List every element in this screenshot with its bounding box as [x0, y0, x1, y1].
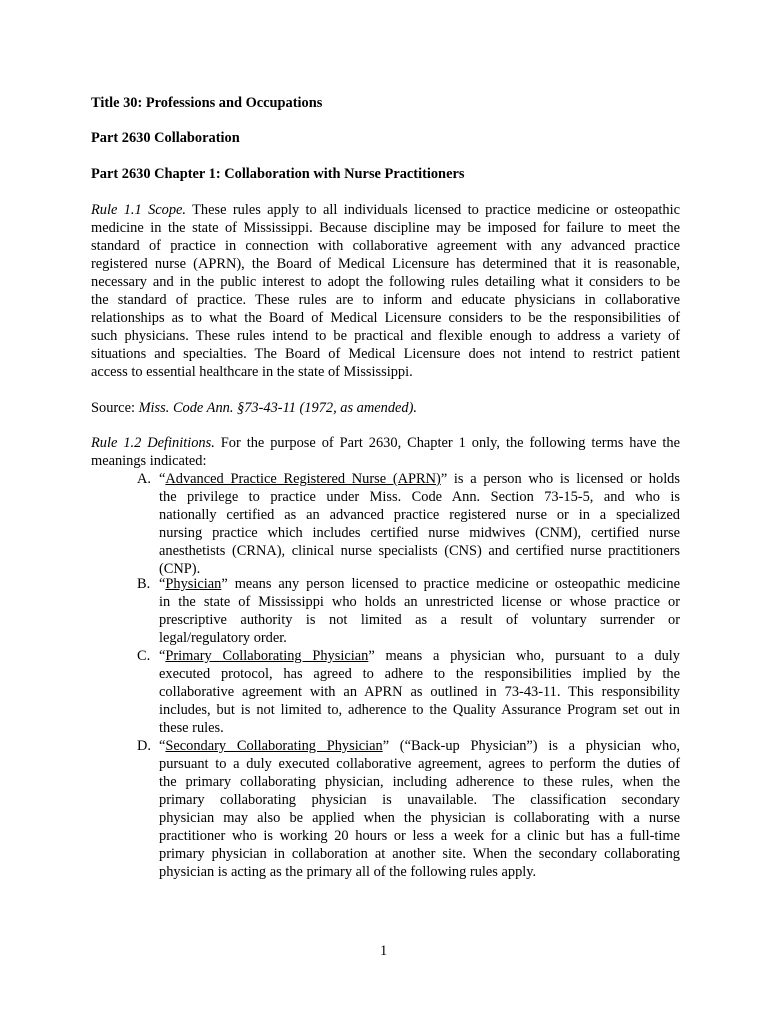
rule-label: Rule 1.2 Definitions.: [91, 435, 215, 451]
paragraph-line: registered nurse (APRN), the Board of Medical Licensure has determined that it is reasonable,: [91, 256, 680, 272]
list-item-line: “Primary Collaborating Physician” means a physician who, pursuant to a duly: [159, 648, 681, 664]
list-item-line: nursing practice which includes certified nurse midwives (CNM), certified nurse: [159, 525, 680, 541]
chapter-heading: Part 2630 Chapter 1: Collaboration with Nurse Practitioners: [91, 166, 465, 182]
defined-term: Advanced Practice Registered Nurse (APRN): [165, 471, 441, 487]
list-item-line: pursuant to a duly executed collaborative agreement, agrees to perform the duties of: [159, 756, 680, 772]
defined-term: Physician: [165, 576, 222, 592]
paragraph-line: access to essential healthcare in the state of Mississippi.: [91, 364, 413, 380]
paragraph-line: meanings indicated:: [91, 453, 207, 469]
list-item-line: legal/regulatory order.: [159, 630, 287, 646]
list-item-line: in the state of Mississippi who holds an unrestricted license or whose practice or: [159, 594, 680, 610]
list-item-line: executed protocol, has agreed to adhere to the responsibilities implied by the: [159, 666, 680, 682]
paragraph-line: situations and specialties. The Board of Medical Licensure does not intend to restrict patient: [91, 346, 680, 362]
list-item-line: practitioner who is working 20 hours or less a week for a clinic but has a full-time: [159, 828, 680, 844]
list-item-line: physician may also be applied when the physician is collaborating with a nurse: [159, 810, 680, 826]
rule-label: Rule 1.1 Scope.: [91, 202, 187, 218]
list-item-line: anesthetists (CRNA), clinical nurse specialists (CNS) and certified nurse practitioners: [159, 543, 680, 559]
list-item-line: physician is acting as the primary all of the following rules apply.: [159, 864, 537, 880]
part-heading: Part 2630 Collaboration: [91, 130, 240, 146]
document-title: Title 30: Professions and Occupations: [91, 95, 323, 111]
list-item-line: includes, but is not limited to, adherence to the Quality Assurance Program set out in: [159, 702, 680, 718]
paragraph-line: Rule 1.2 Definitions. For the purpose of Part 2630, Chapter 1 only, the following terms have the: [91, 435, 680, 451]
list-item-line: the privilege to practice under Miss. Code Ann. Section 73-15-5, and who is: [159, 489, 680, 505]
list-marker: A.: [137, 471, 151, 487]
list-item-line: “Secondary Collaborating Physician” (“Back-up Physician”) is a physician who,: [159, 738, 681, 754]
list-item-line: primary physician in collaboration at another site. When the secondary collaborating: [159, 846, 680, 862]
list-marker: B.: [137, 576, 151, 592]
list-item-line: “Physician” means any person licensed to practice medicine or osteopathic medicine: [159, 576, 680, 592]
list-marker: C.: [137, 648, 151, 664]
list-marker: D.: [137, 738, 151, 754]
paragraph-line: such physicians. These rules intend to be practical and flexible enough to address a variety of: [91, 328, 680, 344]
paragraph-line: standard of practice in connection with collaborative agreement with any advanced practice: [91, 238, 680, 254]
list-item-line: primary collaborating physician is unavailable. The classification secondary: [159, 792, 680, 808]
paragraph-line: Rule 1.1 Scope. These rules apply to all individuals licensed to practice medicine or osteopathic: [91, 202, 680, 218]
paragraph-line: necessary and in the public interest to adopt the following rules detailing what it considers to be: [91, 274, 680, 290]
list-item-line: nationally certified as an advanced practice registered nurse or in a specialized: [159, 507, 680, 523]
list-item-line: these rules.: [159, 720, 224, 736]
list-item-line: the primary collaborating physician, including adherence to these rules, when the: [159, 774, 680, 790]
paragraph-line: relationships as to what the Board of Medical Licensure considers to be the responsibilities of: [91, 310, 680, 326]
list-item-line: “Advanced Practice Registered Nurse (APRN)” is a person who is licensed or holds: [159, 471, 680, 487]
list-item-line: collaborative agreement with an APRN as outlined in 73-43-11. This responsibility: [159, 684, 680, 700]
source-citation: Source: Miss. Code Ann. §73-43-11 (1972, as amended).: [91, 400, 418, 416]
paragraph-line: the standard of practice. These rules are to inform and educate physicians in collaborative: [91, 292, 680, 308]
defined-term: Primary Collaborating Physician: [165, 648, 369, 664]
defined-term: Secondary Collaborating Physician: [165, 738, 383, 754]
list-item-line: prescriptive authority is not limited as a result of voluntary surrender or: [159, 612, 680, 628]
page-number: 1: [380, 943, 388, 959]
list-item-line: (CNP).: [159, 561, 201, 577]
paragraph-line: medicine in the state of Mississippi. Because discipline may be imposed for failure to meet the: [91, 220, 680, 236]
